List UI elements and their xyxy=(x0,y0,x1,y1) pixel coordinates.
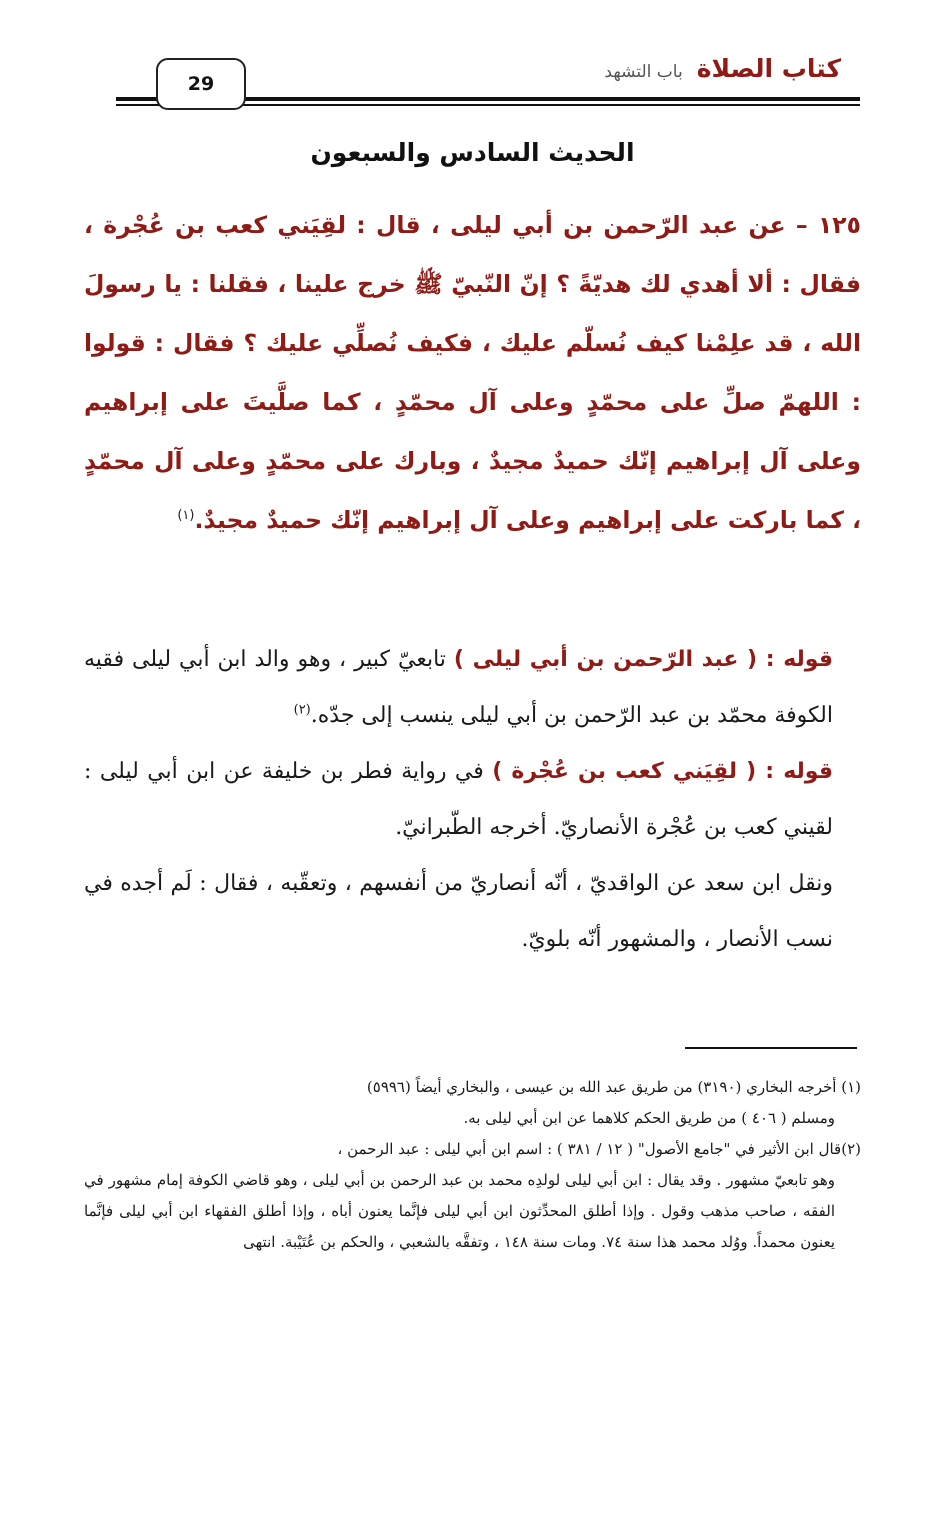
commentary-lead-1: قوله : ( عبد الرّحمن بن أبي ليلى ) xyxy=(453,647,833,672)
commentary-lead-2: قوله : ( لقِيَني كعب بن عُجْرة ) xyxy=(492,759,833,784)
running-head xyxy=(604,54,841,83)
footnote-rule xyxy=(685,1047,857,1049)
chapter-name: باب التشهد xyxy=(604,62,683,82)
page-number: 29 xyxy=(187,73,215,95)
commentary-paragraph-1 xyxy=(84,632,861,744)
commentary-paragraph-2 xyxy=(84,744,861,856)
footnote-ref-2: (٢) xyxy=(293,702,311,718)
hadith-text xyxy=(84,196,861,550)
commentary-paragraph-3: ونقل ابن سعد عن الواقديّ ، أنّه أنصاريّ من أنفسهم ، وتعقّبه ، فقال : لَم أجده في نسب الأنصار ، والمشهور أنّه بلويّ. xyxy=(84,871,833,952)
hadith-body: ١٢٥ – عن عبد الرّحمن بن أبي ليلى ، قال : لقِيَني كعب بن عُجْرة ، فقال : ألا أهدي لك هديّةً ؟ إنّ النّبيّ ﷺ خرج علينا ، فقلنا : يا رسولَ الله ، قد علِمْنا كيف نُسلّم عليك ، فكيف نُصلِّي عليك ؟ فقال : قولوا : اللهمّ صلِّ على محمّدٍ وعلى آل محمّدٍ ، كما صلَّيتَ على إبراهيم وعلى آل إبراهيم إنّك حميدٌ مجيدٌ ، وبارك على محمّدٍ وعلى آل محمّدٍ ، كما باركت على إبراهيم وعلى آل إبراهيم إنّك حميدٌ مجيدٌ. xyxy=(84,211,861,534)
commentary xyxy=(84,632,861,968)
commentary-text-2: في رواية فطر بن خليفة عن ابن أبي ليلى : لقيني كعب بن عُجْرة الأنصاريّ. أخرجه الطّبرانيّ. xyxy=(84,759,833,840)
footnote-1-line-2: ومسلم ( ٤٠٦ ) من طريق الحكم كلاهما عن ابن أبي ليلى به. xyxy=(463,1109,835,1127)
footnotes xyxy=(84,1072,861,1258)
footnote-1-line-1: (١) أخرجه البخاري (٣١٩٠) من طريق عبد الله بن عيسى ، والبخاري أيضاً (٥٩٩٦) xyxy=(366,1078,861,1096)
commentary-text-1: تابعيّ كبير ، وهو والد ابن أبي ليلى فقيه الكوفة محمّد بن عبد الرّحمن بن أبي ليلى ينسب إلى جدّه. xyxy=(84,647,833,728)
page-number-box xyxy=(156,58,246,110)
book-title: كتاب الصلاة xyxy=(696,54,841,83)
footnote-ref-1: (١) xyxy=(177,508,195,524)
footnote-2-rest: وهو تابعيّ مشهور . وقد يقال : ابن أبي ليلى لولدِه محمد بن عبد الرحمن بن أبي ليلى ، وهو قاضي الكوفة إمام مشهور في الفقه ، صاحب مذهب وقول . وإذا أطلق المحدِّثون ابن أبي ليلى فإنَّما يعنون أباه ، وإذا أطلق الفقهاء ابن أبي ليلى فإنَّما يعنون محمداً. ووُلد محمد هذا سنة ٧٤. ومات سنة ١٤٨ ، وتفقَّه بالشعبي ، والحكم بن عُتَيْبة. انتهى xyxy=(84,1171,835,1251)
footnote-2-first: (٢)قال ابن الأثير في "جامع الأصول" ( ١٢ / ٣٨١ ) : اسم ابن أبي ليلى : عبد الرحمن ، xyxy=(337,1140,861,1158)
hadith-heading: الحديث السادس والسبعون xyxy=(310,138,635,167)
